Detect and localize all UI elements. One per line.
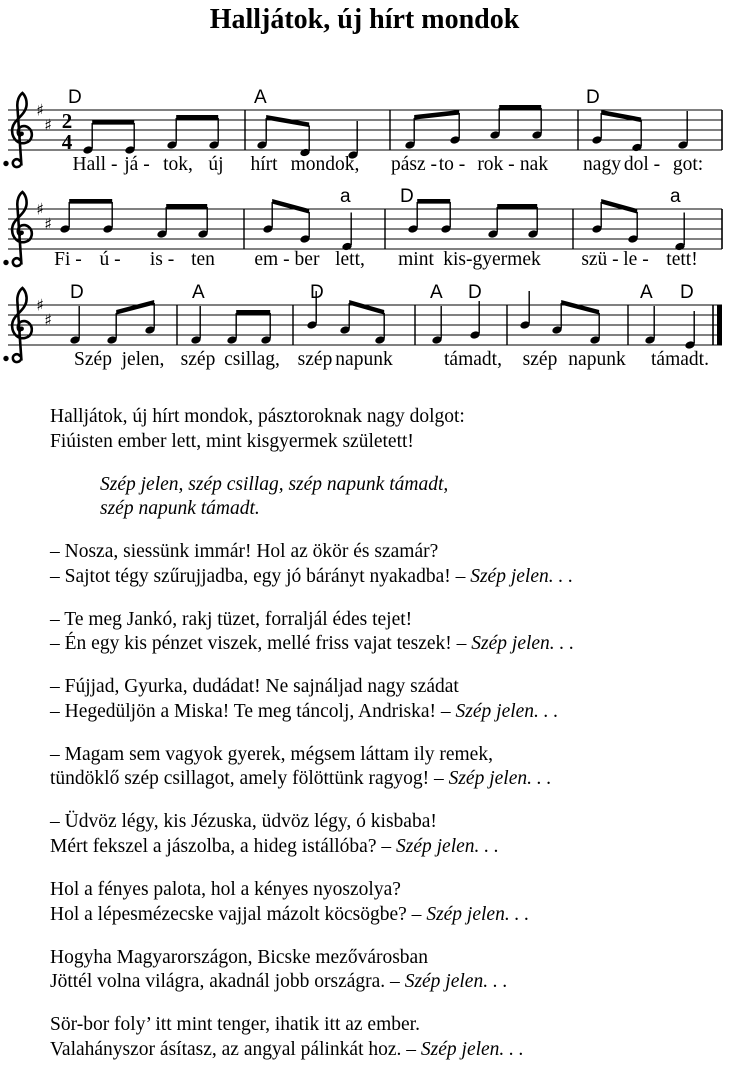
verse-line-text: Hogyha Magyarországon, Bicske mezővárosban: [50, 946, 428, 968]
lyric-syllable: nagy: [583, 154, 621, 175]
lyric-syllable: tok,: [163, 154, 193, 175]
verse-line-text: – Magam sem vagyok gyerek, mégsem láttam ily remek,: [50, 743, 493, 765]
refrain-reference: Szép jelen, szép csillag, szép napunk támadt,: [100, 473, 449, 495]
verse-line-text: – Én egy kis pénzet viszek, mellé friss vajat teszek! –: [50, 633, 472, 655]
staff-2: [0, 185, 729, 285]
verse-9: [50, 946, 699, 995]
lyric-syllable: hírt: [250, 154, 278, 175]
staff-1: [0, 80, 729, 190]
verse-line-text: – Nosza, siessünk immár! Hol az ökör és szamár?: [50, 541, 439, 563]
clef-dot: [3, 356, 8, 361]
lyric-syllable: is -: [149, 249, 175, 270]
clef-spiral-dot: [19, 132, 24, 137]
verse-line-text: Mért fekszel a jászolba, a hideg istállóba? –: [50, 836, 396, 858]
verse-8: [50, 878, 699, 927]
chord-label: D: [586, 87, 600, 108]
lyric-syllable: got:: [672, 154, 704, 175]
song-title: Halljátok, új hírt mondok: [209, 4, 520, 35]
lyric-syllable: szü -: [581, 249, 619, 270]
refrain-reference: Szép jelen. . .: [455, 700, 559, 722]
beam: [116, 300, 154, 315]
verse-line-text: Hol a lépesmézecske vajjal mázolt köcsögbe? –: [50, 903, 427, 925]
beam: [176, 115, 218, 120]
lyric-syllable: Szép: [74, 349, 112, 370]
lyric-syllable: szép: [180, 349, 216, 370]
lyric-syllable: em -: [254, 249, 290, 270]
sharp-sign-icon: ♯: [36, 100, 44, 120]
lyric-syllable: le -: [623, 249, 649, 270]
verse-line-text: – Fújjad, Gyurka, dudádat! Ne sajnáljad nagy szádat: [50, 676, 459, 698]
lyrics-verses: [50, 405, 699, 1065]
time-signature-denominator: 4: [61, 130, 73, 154]
lyric-syllable: Fi -: [54, 249, 82, 270]
verse-line-text: – Sajtot tégy szűrujjadba, egy jó bárányt nyakadba! –: [50, 565, 471, 587]
chord-label: D: [468, 283, 482, 303]
verse-line-text: Fiúisten ember lett, mint kisgyermek született!: [50, 430, 414, 452]
lyric-syllable: napunk: [335, 349, 393, 370]
verse-line-text: – Üdvöz légy, kis Jézuska, üdvöz légy, ó kisbaba!: [50, 811, 437, 833]
beam: [497, 204, 537, 209]
verse-line-text: Sör-bor foly’ itt mint tenger, ihatik itt az ember.: [50, 1014, 420, 1036]
sharp-sign-icon: ♯: [36, 295, 44, 315]
beam: [272, 199, 309, 214]
lyric-syllable: pász -: [390, 154, 438, 175]
chord-label: D: [400, 186, 414, 207]
lyric-syllable: rok -: [477, 154, 515, 175]
lyric-syllable: ten: [191, 249, 215, 270]
verse-1: [50, 405, 699, 454]
verse-3: [50, 540, 699, 589]
beam: [236, 310, 270, 315]
lyric-syllable: szép: [522, 349, 558, 370]
beam: [69, 199, 112, 204]
lyric-syllable: ber: [294, 249, 320, 270]
clef-dot: [3, 161, 8, 166]
sharp-sign-icon: ♯: [44, 214, 52, 234]
clef-dot: [3, 260, 8, 265]
chord-label: A: [430, 283, 443, 303]
time-signature-numerator: 2: [61, 109, 73, 133]
verse-line-text: Jöttél volna világra, akadnál jobb országra. –: [50, 971, 405, 993]
verse-10: [50, 1013, 699, 1062]
beam: [417, 199, 450, 204]
refrain-reference: Szép jelen. . .: [470, 565, 574, 587]
lyric-syllable: új: [208, 154, 224, 175]
chord-label: A: [192, 283, 205, 303]
refrain-reference: Szép jelen. . .: [448, 768, 552, 790]
chord-label: A: [640, 283, 653, 303]
lyric-syllable: nak: [519, 154, 549, 175]
clef-spiral-dot: [19, 231, 24, 236]
lyric-syllable: to -: [438, 154, 466, 175]
lyric-syllable: napunk: [568, 349, 626, 370]
lyric-syllable: ú -: [99, 249, 121, 270]
beam: [349, 300, 384, 315]
beam: [414, 110, 459, 120]
verse-line-text: – Hegedüljön a Miska! Te meg táncolj, Andriska! –: [50, 700, 456, 722]
final-thick-barline: [717, 305, 722, 345]
lyric-syllable: csillag,: [224, 349, 280, 370]
lyric-syllable: jelen,: [121, 349, 165, 370]
verse-4: [50, 608, 699, 657]
beam: [499, 105, 541, 110]
lyric-syllable: Hall -: [72, 154, 118, 175]
verse-7: [50, 810, 699, 859]
beam: [166, 204, 207, 209]
chord-label: a: [670, 186, 681, 207]
chord-label: D: [310, 283, 324, 303]
sharp-sign-icon: ♯: [36, 199, 44, 219]
clef-spiral-dot: [19, 327, 24, 332]
chord-label: D: [68, 87, 82, 108]
beam: [92, 120, 134, 125]
verse-6: [50, 743, 699, 792]
beam: [561, 300, 599, 315]
verse-line-text: Valahányszor ásítasz, az angyal pálinkát hoz. –: [50, 1038, 421, 1060]
verse-line-text: tündöklő szép csillagot, amely fölöttünk ragyog! –: [50, 768, 449, 790]
chord-label: D: [680, 283, 694, 303]
lyric-syllable: szép: [297, 349, 333, 370]
lyric-syllable: já -: [124, 154, 150, 175]
verse-line-text: – Te meg Jankó, rakj tüzet, forraljál édes tejet!: [50, 608, 413, 630]
lyric-syllable: kis-gyermek: [443, 249, 541, 270]
verse-2: [50, 473, 699, 522]
lyric-syllable: lett,: [335, 249, 365, 270]
chord-label: A: [254, 87, 267, 108]
sharp-sign-icon: ♯: [44, 115, 52, 135]
lyric-syllable: mondok,: [290, 154, 360, 175]
lyric-syllable: támadt,: [444, 349, 502, 370]
beam: [601, 199, 637, 214]
staff-3: [0, 283, 729, 383]
chord-label: D: [70, 283, 84, 303]
refrain-reference: szép napunk támadt.: [100, 498, 260, 520]
verse-line-text: Halljátok, új hírt mondok, pásztoroknak nagy dolgot:: [50, 406, 465, 427]
lyric-syllable: támadt.: [651, 349, 709, 370]
chord-label: a: [340, 186, 351, 207]
verse-line-text: Hol a fényes palota, hol a kényes nyoszolya?: [50, 879, 401, 901]
verse-5: [50, 675, 699, 724]
refrain-reference: Szép jelen. . .: [396, 836, 499, 858]
refrain-reference: Szép jelen. . .: [420, 1038, 524, 1060]
refrain-reference: Szép jelen. . .: [404, 971, 508, 993]
refrain-reference: Szép jelen. . .: [426, 903, 530, 925]
lyric-syllable: dol -: [623, 154, 661, 175]
lyric-syllable: tett!: [666, 249, 698, 270]
lyric-syllable: mint: [398, 249, 434, 270]
sharp-sign-icon: ♯: [44, 310, 52, 330]
beam: [266, 115, 309, 127]
refrain-reference: Szép jelen. . .: [471, 633, 575, 655]
